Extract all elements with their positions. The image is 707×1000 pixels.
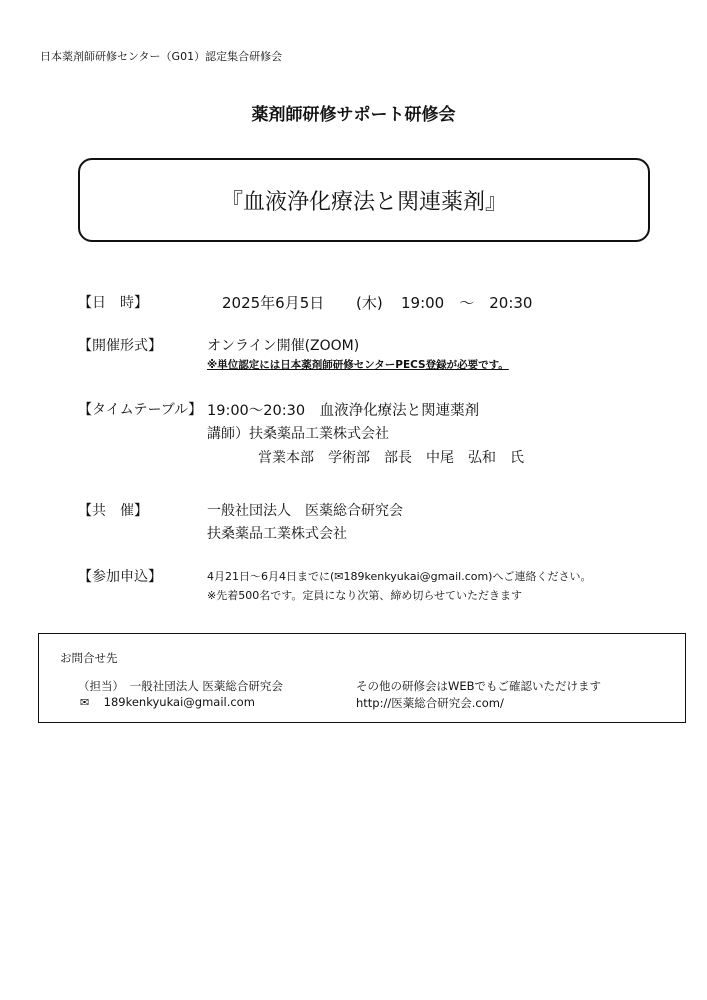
topic-title: 『血液浄化療法と関連薬剤』 xyxy=(220,189,507,215)
lecturer-name: 営業本部 学術部 部長 中尾 弘和 氏 xyxy=(258,450,524,466)
schedule-time: 19:00 ～ 20:30 xyxy=(401,294,533,312)
contact-email-row xyxy=(80,695,255,709)
capacity-note: ※先着500名です。定員になり次第、締め切らせていただきます xyxy=(207,589,523,602)
pecs-notice: ※単位認定には日本薬剤師研修センターPECS登録が必要です。 xyxy=(207,359,509,371)
timetable-session: 19:00～20:30 血液浄化療法と関連薬剤 xyxy=(207,403,480,419)
lecturer-company: 講師）扶桑薬品工業株式会社 xyxy=(207,426,389,442)
format-label: 【開催形式】 xyxy=(78,338,162,354)
cohost-1: 一般社団法人 医薬総合研究会 xyxy=(207,503,403,519)
contact-person: （担当） 一般社団法人 医薬総合研究会 xyxy=(78,679,283,693)
schedule-label: 【日 時】 xyxy=(78,295,148,311)
cohost-2: 扶桑薬品工業株式会社 xyxy=(207,526,347,542)
contact-email[interactable]: 189kenkyukai@gmail.com xyxy=(103,695,255,709)
contact-heading: お問合せ先 xyxy=(60,651,118,665)
schedule-date: 2025年6月5日 xyxy=(222,294,325,312)
timetable-label: 【タイムテーブル】 xyxy=(78,402,203,418)
certification-note: 日本薬剤師研修センター（G01）認定集合研修会 xyxy=(40,50,283,63)
schedule-weekday: (木) xyxy=(356,294,383,312)
format-value: オンライン開催(ZOOM) xyxy=(207,338,360,354)
apply-label: 【参加申込】 xyxy=(78,569,162,585)
page-title: 薬剤師研修サポート研修会 xyxy=(251,105,456,125)
web-note: その他の研修会はWEBでもご確認いただけます xyxy=(356,679,602,693)
envelope-icon: ✉ xyxy=(80,696,90,709)
website-link[interactable]: http://医薬総合研究会.com/ xyxy=(356,696,504,710)
apply-instructions: 4月21日～6月4日までに(✉189kenkyukai@gmail.com)へご連絡ください。 xyxy=(207,570,592,583)
cohost-label: 【共 催】 xyxy=(78,503,148,519)
topic-box xyxy=(78,158,650,242)
